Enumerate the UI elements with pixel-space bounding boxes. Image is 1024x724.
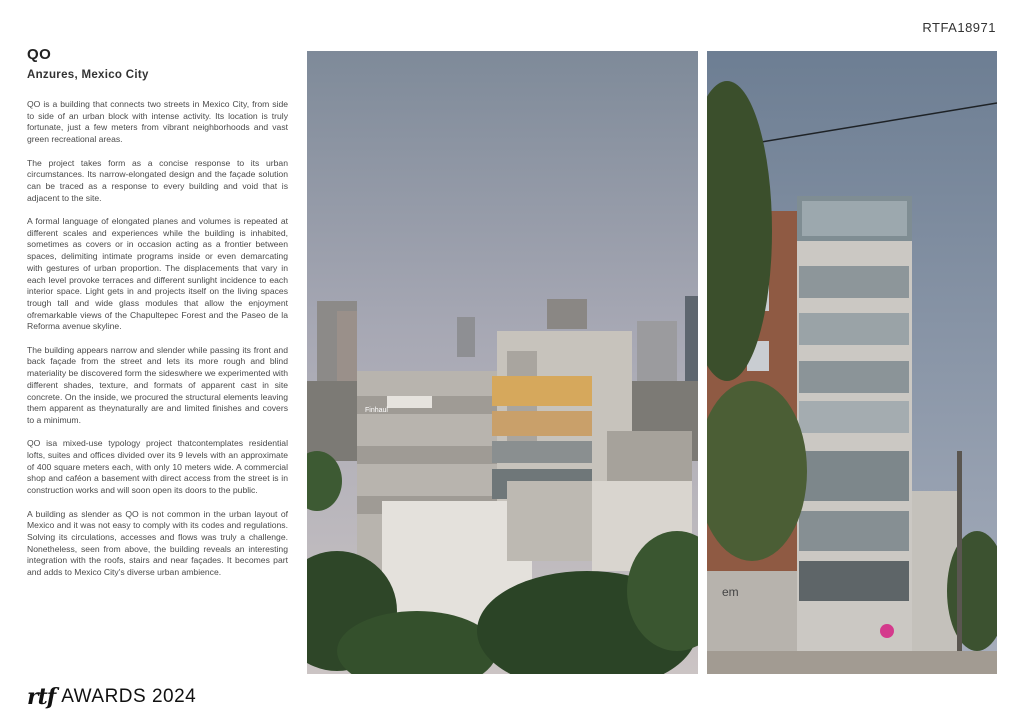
paragraph: A formal language of elongated planes and volumes is repeated at different scales and experiences while the building is inhabited, sometimes as covers or in occasion acting as a frontier between spaces, delimiting intimate programs inside or even demarcating with gestures of urban proportion. The displacements that vary in each level provoke terraces and different sunlight incidence to each interior space. Light gets in and projects itself on the living spaces trough tall and wide glass modules that allow the enjoyment ofremarkable views of the Chapultepec Forest and the Paseo de la Reforma avenue skyline.	[27, 216, 288, 332]
project-title: QO	[27, 46, 52, 63]
paragraph: QO isa mixed-use typology project thatcontemplates residential lofts, suites and offices divided over its 9 levels with an approximate of 400 square meters each, with only 10 meters wide. A commercial shop and caféon a basement with direct access from the street is in construction works and will soon open its doors to the public.	[27, 438, 288, 496]
awards-label: AWARDS 2024	[61, 686, 197, 707]
project-description	[27, 99, 288, 579]
paragraph: QO is a building that connects two streets in Mexico City, from side to side of an urban block with intense activity. Its location is truly fortunate, just a few meters from vibrant neighborhoods and vast green recreational areas.	[27, 99, 288, 145]
paragraph: The building appears narrow and slender while passing its front and back façade from the street and lets its more rough and blind materiality be discovered form the sideswhere we experimented with different shades, texture, and formats of apparent cast in site concrete. On the inside, we procured the structural elements leaving them apparent as theynaturally are and limited finishes and covers to a minimum.	[27, 344, 288, 425]
street-facade-photo	[707, 51, 997, 674]
shop-sign: em	[722, 585, 739, 599]
rtf-logo-mark: rtf	[27, 684, 56, 710]
rtf-awards-logo	[27, 684, 196, 710]
building-sign: Finhaul	[365, 407, 388, 414]
project-text-column	[27, 46, 288, 590]
paragraph: The project takes form as a concise response to its urban circumstances. Its narrow-elongated design and the façade solution can be traced as a response to every building and void that is adjacent to the site.	[27, 157, 288, 203]
paragraph: A building as slender as QO is not common in the urban layout of Mexico and it was not easy to comply with its codes and regulations. Solving its circulations, accesses and flows was truly a challenge. Nonetheless, seen from above, the building reveals an interesting integration with the roofs, stairs and near façades. It becomes part and adds to Mexico City's diverse urban ambience.	[27, 508, 288, 578]
reference-code: RTFA18971	[922, 20, 996, 35]
project-location: Anzures, Mexico City	[27, 69, 149, 81]
aerial-building-photo	[307, 51, 698, 674]
